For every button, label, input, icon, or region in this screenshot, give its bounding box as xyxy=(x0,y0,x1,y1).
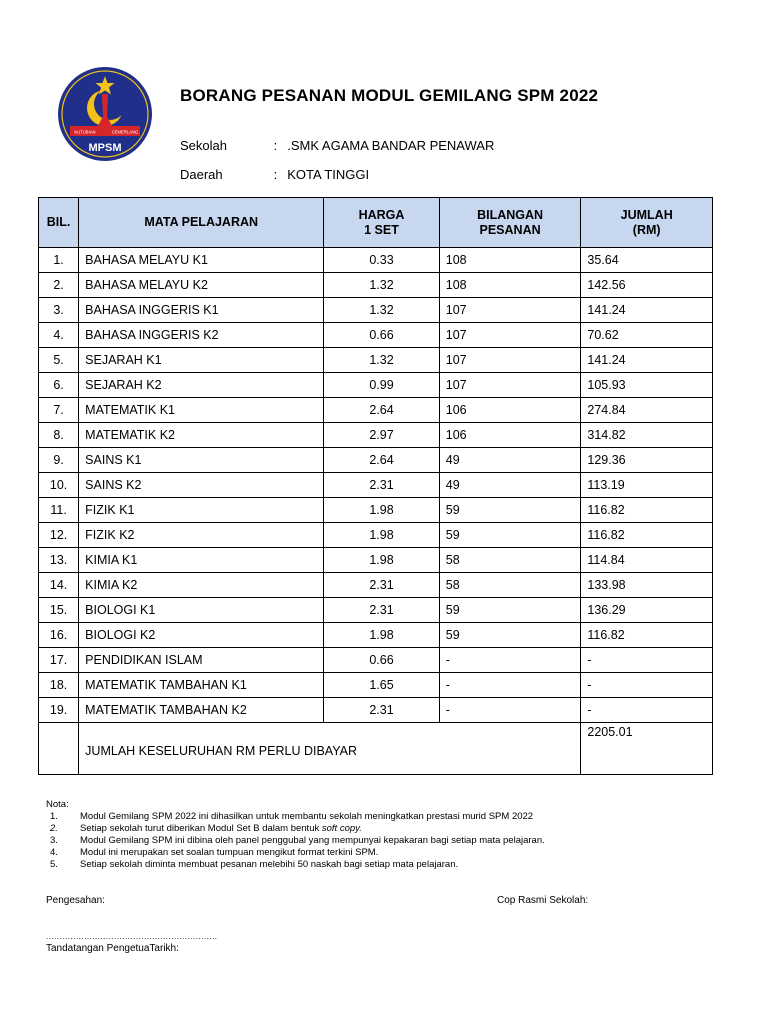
bil-cell: 18. xyxy=(39,673,79,698)
bil-cell: 13. xyxy=(39,548,79,573)
jumlah-cell: 314.82 xyxy=(581,423,713,448)
table-row xyxy=(39,548,713,573)
signature-line: ............................................................... xyxy=(46,932,218,941)
daerah-row xyxy=(180,167,369,182)
bilangan-cell: 106 xyxy=(439,423,581,448)
table-row xyxy=(39,323,713,348)
note-text xyxy=(80,847,378,859)
subject-cell: MATEMATIK K1 xyxy=(79,398,324,423)
sekolah-label: Sekolah xyxy=(180,138,227,153)
jumlah-cell: 274.84 xyxy=(581,398,713,423)
bil-cell: 10. xyxy=(39,473,79,498)
table-row xyxy=(39,423,713,448)
jumlah-cell: 113.19 xyxy=(581,473,713,498)
jumlah-cell: 116.82 xyxy=(581,623,713,648)
harga-cell: 2.31 xyxy=(324,598,440,623)
subject-cell: MATEMATIK TAMBAHAN K2 xyxy=(79,698,324,723)
bil-cell: 1. xyxy=(39,248,79,273)
note-text-main: Setiap sekolah turut diberikan Modul Set B dalam bentuk xyxy=(80,823,322,834)
bil-cell: 9. xyxy=(39,448,79,473)
note-item xyxy=(46,811,545,823)
bil-cell: 11. xyxy=(39,498,79,523)
bil-cell: 17. xyxy=(39,648,79,673)
note-item xyxy=(46,835,545,847)
subject-cell: BIOLOGI K2 xyxy=(79,623,324,648)
note-item xyxy=(46,847,545,859)
harga-cell: 2.31 xyxy=(324,573,440,598)
table-row xyxy=(39,473,713,498)
bil-cell: 12. xyxy=(39,523,79,548)
table-row xyxy=(39,273,713,298)
jumlah-cell: 35.64 xyxy=(581,248,713,273)
notes-list xyxy=(46,811,545,871)
bil-cell: 2. xyxy=(39,273,79,298)
subject-cell: KIMIA K1 xyxy=(79,548,324,573)
note-text-main: Modul ini merupakan set soalan tumpuan mengikut format terkini SPM. xyxy=(80,847,379,858)
note-text xyxy=(80,859,458,871)
bilangan-cell: 59 xyxy=(439,523,581,548)
note-item xyxy=(46,859,545,871)
table-row xyxy=(39,373,713,398)
bilangan-cell: 106 xyxy=(439,398,581,423)
jumlah-cell: 133.98 xyxy=(581,573,713,598)
bilangan-cell: 107 xyxy=(439,348,581,373)
note-number: 3. xyxy=(50,835,58,846)
jumlah-cell: - xyxy=(581,648,713,673)
jumlah-cell: 142.56 xyxy=(581,273,713,298)
table-row xyxy=(39,648,713,673)
table-row xyxy=(39,623,713,648)
total-label: JUMLAH KESELURUHAN RM PERLU DIBAYAR xyxy=(79,723,581,775)
jumlah-cell: 105.93 xyxy=(581,373,713,398)
form-title: BORANG PESANAN MODUL GEMILANG SPM 2022 xyxy=(180,86,599,105)
table-row xyxy=(39,523,713,548)
bil-cell: 6. xyxy=(39,373,79,398)
subject-cell: SEJARAH K1 xyxy=(79,348,324,373)
svg-text:MPSM: MPSM xyxy=(88,142,122,154)
harga-cell: 1.98 xyxy=(324,498,440,523)
harga-cell: 0.66 xyxy=(324,323,440,348)
note-number: 5. xyxy=(50,859,58,870)
table-row xyxy=(39,298,713,323)
bil-cell: 15. xyxy=(39,598,79,623)
bilangan-cell: - xyxy=(439,698,581,723)
bilangan-cell: - xyxy=(439,648,581,673)
table-row xyxy=(39,573,713,598)
harga-cell: 2.64 xyxy=(324,448,440,473)
bilangan-cell: 59 xyxy=(439,498,581,523)
harga-cell: 2.31 xyxy=(324,473,440,498)
notes-section xyxy=(46,799,545,871)
subject-cell: BIOLOGI K1 xyxy=(79,598,324,623)
header-harga: HARGA 1 SET xyxy=(324,198,440,248)
subject-cell: BAHASA MELAYU K2 xyxy=(79,273,324,298)
jumlah-cell: 114.84 xyxy=(581,548,713,573)
total-bil-cell xyxy=(39,723,79,775)
pengesahan-label: Pengesahan: xyxy=(46,895,105,906)
bil-cell: 3. xyxy=(39,298,79,323)
table-row xyxy=(39,673,713,698)
jumlah-cell: - xyxy=(581,698,713,723)
table-row xyxy=(39,448,713,473)
header-mata-pelajaran: MATA PELAJARAN xyxy=(79,198,324,248)
jumlah-cell: 70.62 xyxy=(581,323,713,348)
harga-cell: 1.32 xyxy=(324,298,440,323)
bil-cell: 7. xyxy=(39,398,79,423)
note-text xyxy=(80,823,362,835)
note-text-main: Modul Gemilang SPM 2022 ini dihasilkan untuk membantu sekolah meningkatkan prestasi murid SPM 2022 xyxy=(80,811,534,822)
harga-cell: 1.65 xyxy=(324,673,440,698)
harga-cell: 1.98 xyxy=(324,548,440,573)
harga-cell: 2.97 xyxy=(324,423,440,448)
bilangan-cell: 108 xyxy=(439,248,581,273)
bil-cell: 14. xyxy=(39,573,79,598)
subject-cell: SAINS K2 xyxy=(79,473,324,498)
note-item xyxy=(46,823,545,835)
harga-cell: 1.32 xyxy=(324,348,440,373)
harga-cell: 1.98 xyxy=(324,523,440,548)
subject-cell: SEJARAH K2 xyxy=(79,373,324,398)
bilangan-cell: 108 xyxy=(439,273,581,298)
bilangan-cell: 59 xyxy=(439,623,581,648)
jumlah-cell: 141.24 xyxy=(581,298,713,323)
subject-cell: BAHASA INGGERIS K1 xyxy=(79,298,324,323)
jumlah-cell: - xyxy=(581,673,713,698)
bil-cell: 16. xyxy=(39,623,79,648)
order-table xyxy=(38,197,713,775)
note-text xyxy=(80,835,545,847)
note-text-italic: soft copy. xyxy=(321,823,362,834)
sekolah-row xyxy=(180,138,494,153)
bilangan-cell: 49 xyxy=(439,448,581,473)
bilangan-cell: 49 xyxy=(439,473,581,498)
table-row xyxy=(39,498,713,523)
bilangan-cell: 107 xyxy=(439,323,581,348)
jumlah-cell: 116.82 xyxy=(581,523,713,548)
bilangan-cell: 107 xyxy=(439,373,581,398)
bilangan-cell: 58 xyxy=(439,573,581,598)
note-number: 1. xyxy=(50,811,58,822)
jumlah-cell: 136.29 xyxy=(581,598,713,623)
subject-cell: MATEMATIK K2 xyxy=(79,423,324,448)
bil-cell: 8. xyxy=(39,423,79,448)
sekolah-value: .SMK AGAMA BANDAR PENAWAR xyxy=(287,138,495,153)
header-bil: BIL. xyxy=(39,198,79,248)
total-row xyxy=(39,723,713,775)
sekolah-separator: : xyxy=(273,138,278,153)
jumlah-cell: 129.36 xyxy=(581,448,713,473)
daerah-value: KOTA TINGGI xyxy=(287,167,370,182)
table-header-row xyxy=(39,198,713,248)
table-row xyxy=(39,698,713,723)
bilangan-cell: 59 xyxy=(439,598,581,623)
subject-cell: BAHASA MELAYU K1 xyxy=(79,248,324,273)
harga-cell: 1.32 xyxy=(324,273,440,298)
table-row xyxy=(39,398,713,423)
bilangan-cell: 58 xyxy=(439,548,581,573)
harga-cell: 0.66 xyxy=(324,648,440,673)
table-row xyxy=(39,248,713,273)
subject-cell: PENDIDIKAN ISLAM xyxy=(79,648,324,673)
cop-rasmi-label: Cop Rasmi Sekolah: xyxy=(497,895,589,906)
harga-cell: 1.98 xyxy=(324,623,440,648)
harga-cell: 2.64 xyxy=(324,398,440,423)
jumlah-cell: 116.82 xyxy=(581,498,713,523)
bil-cell: 4. xyxy=(39,323,79,348)
header-bilangan: BILANGAN PESANAN xyxy=(439,198,581,248)
mpsm-logo xyxy=(56,64,154,164)
daerah-separator: : xyxy=(273,167,278,182)
note-number: 4. xyxy=(50,847,58,858)
svg-text:KUTUBIAN: KUTUBIAN xyxy=(74,129,96,135)
subject-cell: FIZIK K2 xyxy=(79,523,324,548)
bilangan-cell: - xyxy=(439,673,581,698)
note-text-main: Setiap sekolah diminta membuat pesanan melebihi 50 naskah bagi setiap mata pelajaran. xyxy=(80,859,459,870)
tandatangan-label: Tandatangan PengetuaTarikh: xyxy=(46,943,179,954)
subject-cell: SAINS K1 xyxy=(79,448,324,473)
subject-cell: KIMIA K2 xyxy=(79,573,324,598)
table-row xyxy=(39,598,713,623)
svg-text:CEMERLANG: CEMERLANG xyxy=(111,129,139,135)
table-row xyxy=(39,348,713,373)
bilangan-cell: 107 xyxy=(439,298,581,323)
table-body xyxy=(39,248,713,723)
daerah-label: Daerah xyxy=(180,167,223,182)
header-jumlah: JUMLAH (RM) xyxy=(581,198,713,248)
subject-cell: FIZIK K1 xyxy=(79,498,324,523)
total-value: 2205.01 xyxy=(581,723,713,775)
harga-cell: 2.31 xyxy=(324,698,440,723)
note-text xyxy=(80,811,533,823)
notes-heading: Nota: xyxy=(46,799,69,810)
harga-cell: 0.99 xyxy=(324,373,440,398)
harga-cell: 0.33 xyxy=(324,248,440,273)
bil-cell: 19. xyxy=(39,698,79,723)
subject-cell: BAHASA INGGERIS K2 xyxy=(79,323,324,348)
note-number: 2. xyxy=(50,823,58,834)
bil-cell: 5. xyxy=(39,348,79,373)
jumlah-cell: 141.24 xyxy=(581,348,713,373)
note-text-main: Modul Gemilang SPM ini dibina oleh panel penggubal yang mempunyai kepakaran bagi setiap mata pelajaran. xyxy=(80,835,545,846)
subject-cell: MATEMATIK TAMBAHAN K1 xyxy=(79,673,324,698)
